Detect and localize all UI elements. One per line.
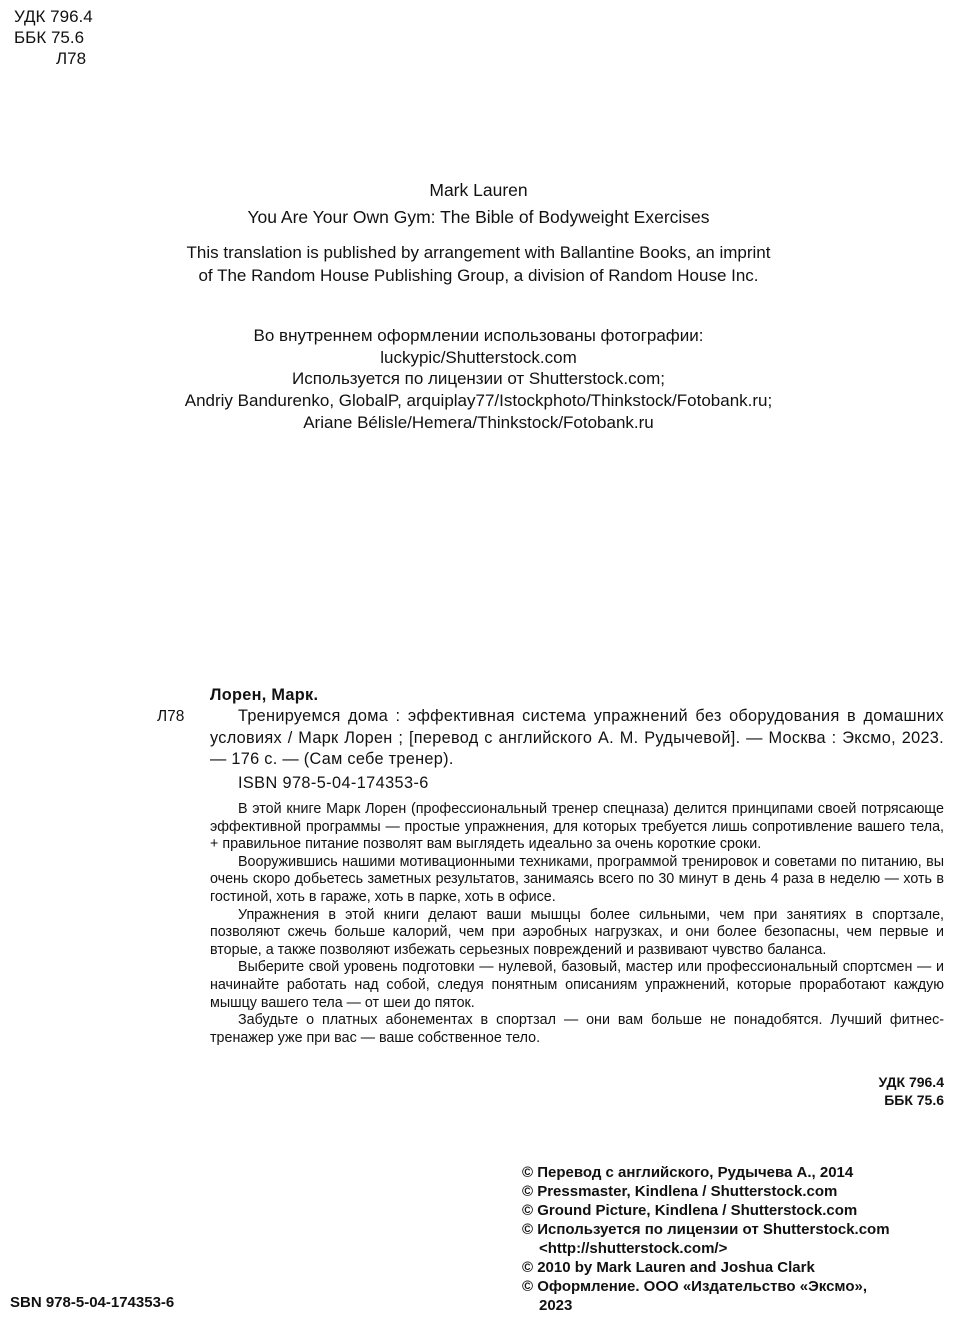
annotation <box>210 801 944 1047</box>
copyright-line: © Оформление. ООО «Издательство «Эксмо», <box>522 1278 867 1295</box>
original-author: Mark Lauren <box>429 180 528 200</box>
copyright-block <box>522 1163 890 1315</box>
annotation-paragraph: В этой книге Марк Лорен (профессиональный тренер спецназа) делится принципами своей потрясающе эффективной программы — простые упражнения, для которых требуется лишь сопротивление вашего тела, + правильное питание позволят вам выглядеть идеально за очень короткие сроки. <box>210 801 944 853</box>
classification-codes <box>14 6 93 69</box>
copyright-line: © Pressmaster, Kindlena / Shutterstock.com <box>522 1183 838 1200</box>
credit-line: luckypic/Shutterstock.com <box>380 347 577 367</box>
udk-code: УДК 796.4 <box>14 7 93 26</box>
author-sign: Л78 <box>56 49 87 68</box>
photo-credits <box>0 325 957 434</box>
catalog-entry <box>210 684 944 795</box>
credit-line: Andriy Bandurenko, GlobalP, arquiplay77/Istockphoto/Thinkstock/Fotobank.ru; <box>184 391 773 411</box>
copyright-line: 2023 <box>539 1297 573 1314</box>
catalog-code: Л78 <box>157 708 185 725</box>
catalog-bibliographic-description: Тренируемся дома : эффективная система упражнений без оборудования в домашних условиях / Марк Лорен ; [перевод с английского А. М. Рудычевой]. — Москва : Эксмо, 2023. — 176 с. — (Сам себе тренер). <box>210 707 944 768</box>
catalog-author-heading: Лорен, Марк. <box>210 686 319 704</box>
bbk-code: ББК 75.6 <box>14 28 85 47</box>
translation-notice <box>0 241 957 287</box>
translation-line: of The Random House Publishing Group, a division of Random House Inc. <box>198 266 759 285</box>
copyright-line: <http://shutterstock.com/> <box>539 1240 728 1257</box>
catalog-isbn: ISBN 978-5-04-174353-6 <box>238 773 429 792</box>
original-title: You Are Your Own Gym: The Bible of Bodyweight Exercises <box>247 207 710 227</box>
bottom-classification-codes <box>800 1073 944 1109</box>
copyright-line: © 2010 by Mark Lauren and Joshua Clark <box>522 1259 815 1276</box>
copyright-line: © Ground Picture, Kindlena / Shutterstock.com <box>522 1202 858 1219</box>
credit-line: Используется по лицензии от Shutterstock.com; <box>292 369 665 389</box>
bottom-bbk-code: ББК 75.6 <box>884 1092 944 1108</box>
isbn-bottom: SBN 978-5-04-174353-6 <box>10 1294 175 1311</box>
credit-line: Ariane Bélisle/Hemera/Thinkstock/Fotobank.ru <box>303 412 654 432</box>
annotation-paragraph: Упражнения в этой книги делают ваши мышцы более сильными, чем при занятиях в спортзале, позволяют сжечь больше калорий, чем при аэробных нагрузках, и они более безопасны, чем первые и вторые, а также позволяют избежать серьезных повреждений и развивают чувство баланса. <box>210 906 944 958</box>
bottom-udk-code: УДК 796.4 <box>878 1074 944 1090</box>
annotation-paragraph: Выберите свой уровень подготовки — нулевой, базовый, мастер или профессиональный спортсмен — и начинайте работать над собой, следуя понятным описаниям упражнений, которые проработают каждую мышцу вашего тела — от шеи до пяток. <box>210 959 944 1011</box>
translation-line: This translation is published by arrangement with Ballantine Books, an imprint <box>186 243 771 262</box>
annotation-paragraph: Забудьте о платных абонементах в спортзал — они вам больше не понадобятся. Лучший фитнес-тренажер уже при вас — ваше собственное тело. <box>210 1012 944 1046</box>
credit-line: Во внутреннем оформлении использованы фотографии: <box>253 326 704 345</box>
copyright-line: © Используется по лицензии от Shutterstock.com <box>522 1221 890 1238</box>
annotation-paragraph: Вооружившись нашими мотивационными техниками, программой тренировок и советами по питанию, вы очень скоро добьетесь заметных результатов, занимаясь всего по 30 минут в день 4 раза в неделю — хоть в гостиной, хоть в гараже, хоть в парке, хоть в офисе. <box>210 853 944 905</box>
copyright-line: © Перевод с английского, Рудычева А., 2014 <box>522 1164 854 1181</box>
